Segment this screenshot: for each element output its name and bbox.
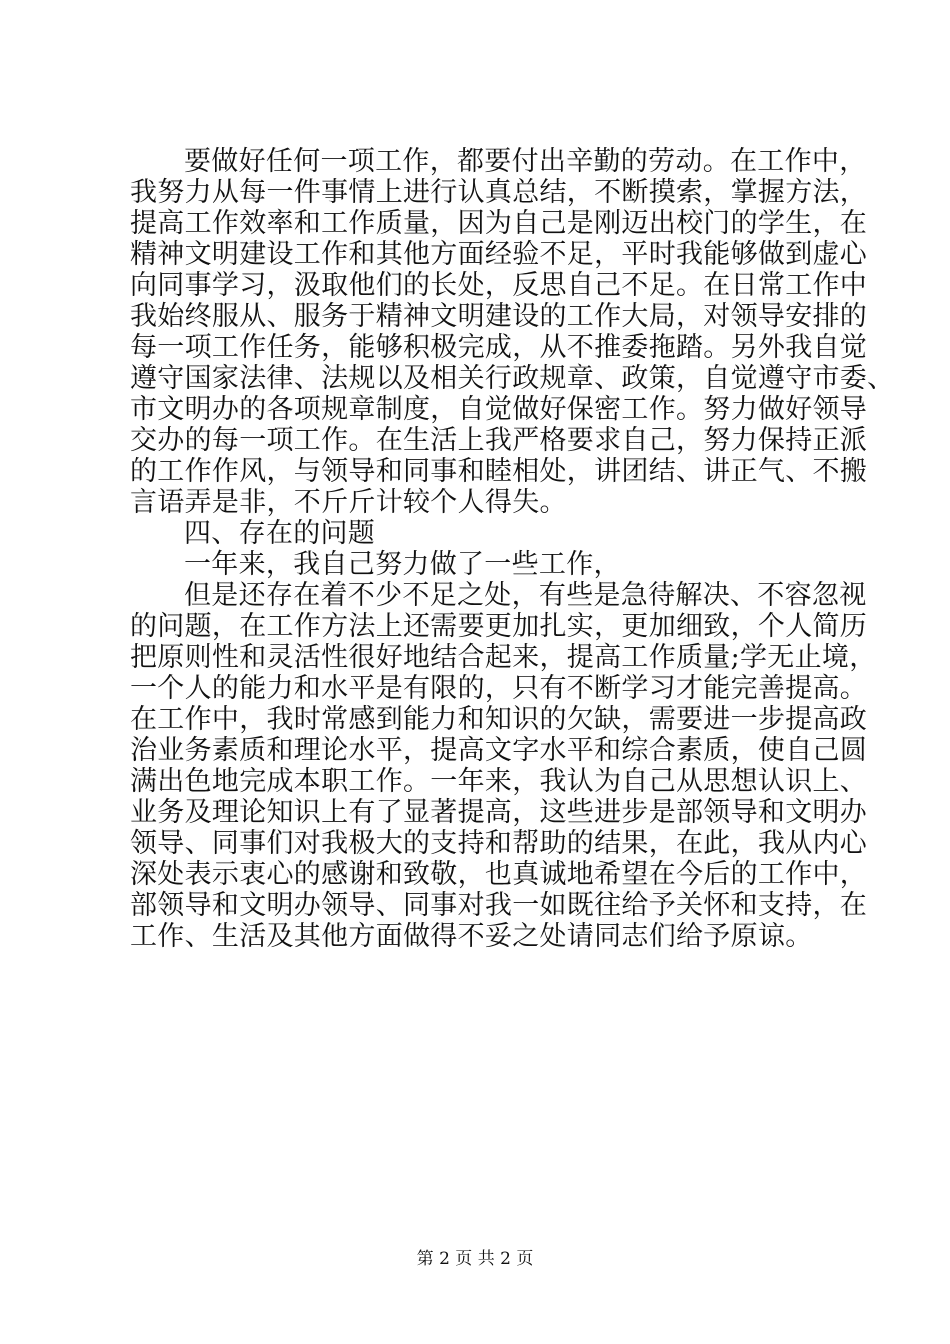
- text-line: 领导、同事们对我极大的支持和帮助的结果，在此，我从内心: [130, 828, 868, 859]
- page-footer: 第 2 页 共 2 页: [416, 1249, 534, 1269]
- text-line: 精神文明建设工作和其他方面经验不足，平时我能够做到虚心: [130, 239, 868, 270]
- text-line: 但是还存在着不少不足之处，有些是急待解决、不容忽视: [184, 580, 867, 611]
- text-line: 遵守国家法律、法规以及相关行政规章、政策，自觉遵守市委、: [130, 363, 895, 394]
- text-line: 业务及理论知识上有了显著提高，这些进步是部领导和文明办: [130, 797, 868, 828]
- text-line: 把原则性和灵活性很好地结合起来，提高工作质量;学无止境，: [130, 642, 877, 673]
- text-line: 向同事学习，汲取他们的长处，反思自己不足。在日常工作中: [130, 270, 868, 301]
- document-body: [130, 146, 895, 952]
- text-line: 满出色地完成本职工作。一年来，我认为自己从思想认识上、: [130, 766, 868, 797]
- text-line: 交办的每一项工作。在生活上我严格要求自己，努力保持正派: [130, 425, 868, 456]
- text-line: 言语弄是非，不斤斤计较个人得失。: [130, 487, 567, 518]
- text-line: 提高工作效率和工作质量，因为自己是刚迈出校门的学生，在: [130, 208, 868, 239]
- text-line: 每一项工作任务，能够积极完成，从不推委拖踏。另外我自觉: [130, 332, 868, 363]
- text-line: 在工作中，我时常感到能力和知识的欠缺，需要进一步提高政: [130, 704, 868, 735]
- text-line: 要做好任何一项工作，都要付出辛勤的劳动。在工作中，: [184, 146, 867, 177]
- text-line: 部领导和文明办领导、同事对我一如既往给予关怀和支持，在: [130, 890, 868, 921]
- text-line: 市文明办的各项规章制度，自觉做好保密工作。努力做好领导: [130, 394, 868, 425]
- text-line: 一个人的能力和水平是有限的，只有不断学习才能完善提高。: [130, 673, 868, 704]
- text-line: 工作、生活及其他方面做得不妥之处请同志们给予原谅。: [130, 921, 813, 952]
- text-line: 四、存在的问题: [184, 518, 376, 549]
- text-line: 深处表示衷心的感谢和致敬，也真诚地希望在今后的工作中，: [130, 859, 868, 890]
- text-line: 的工作作风，与领导和同事和睦相处，讲团结、讲正气、不搬: [130, 456, 868, 487]
- text-line: 一年来，我自己努力做了一些工作，: [184, 549, 621, 580]
- text-line: 我始终服从、服务于精神文明建设的工作大局，对领导安排的: [130, 301, 868, 332]
- text-line: 的问题，在工作方法上还需要更加扎实，更加细致，个人简历: [130, 611, 868, 642]
- text-line: 治业务素质和理论水平，提高文字水平和综合素质，使自己圆: [130, 735, 868, 766]
- text-line: 我努力从每一件事情上进行认真总结，不断摸索，掌握方法，: [130, 177, 868, 208]
